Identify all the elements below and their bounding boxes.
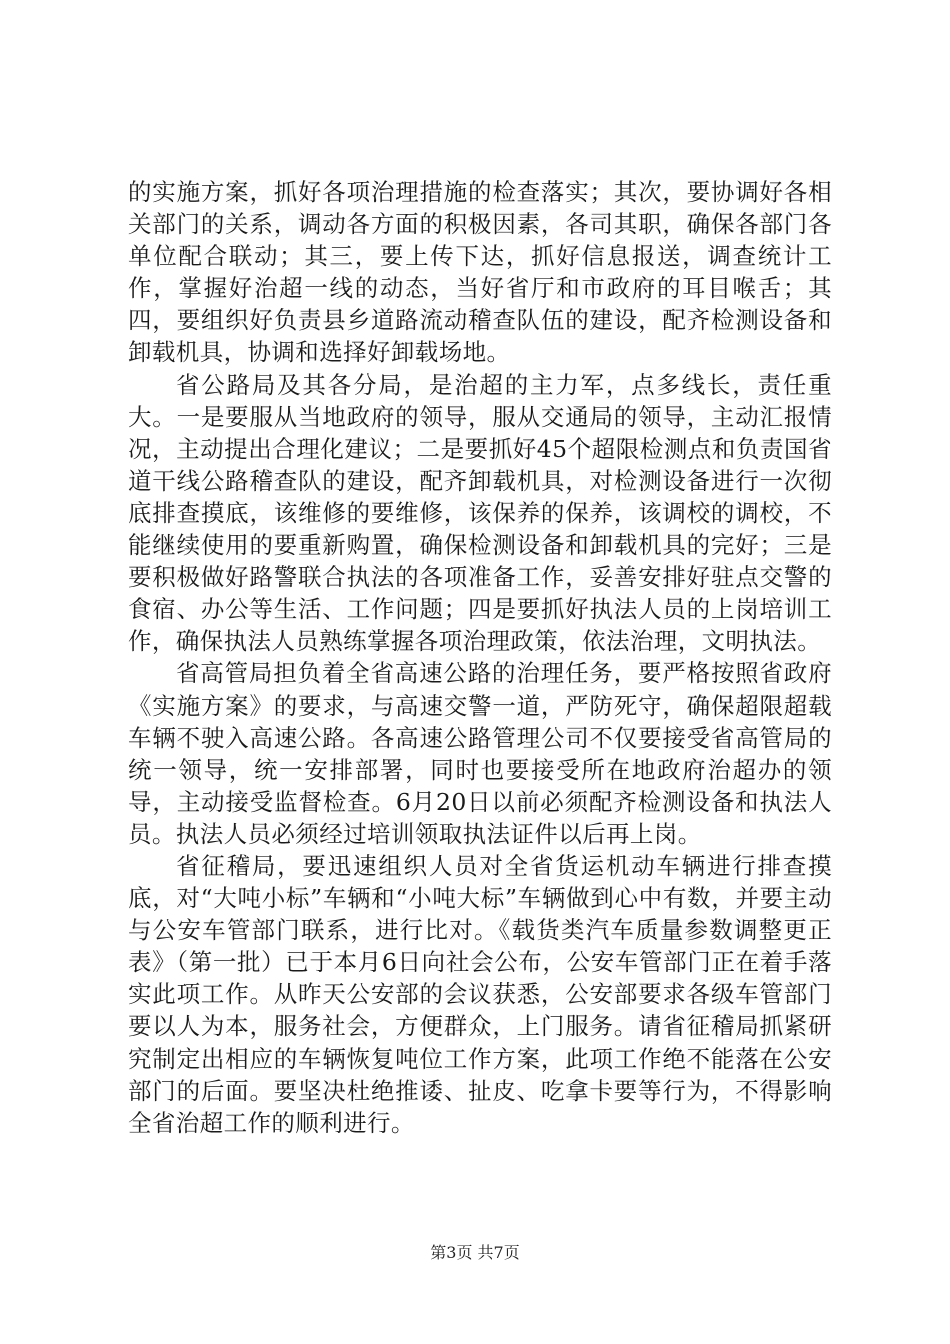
paragraph-expressway-bureau: 省高管局担负着全省高速公路的治理任务，要严格按照省政府《实施方案》的要求，与高速交警一道，严防死守，确保超限超载车辆不驶入高速公路。各高速公路管理公司不仅要接受省高管局的统一领导，统一安排部署，同时也要接受所在地政府治超办的领导，主动接受监督检查。6月20日以前必须配齐检测设备和执法人员。执法人员必须经过培训领取执法证件以后再上岗。	[128, 659, 832, 848]
paragraph-highway-bureau: 省公路局及其各分局，是治超的主力军，点多线长，责任重大。一是要服从当地政府的领导，服从交通局的领导，主动汇报情况，主动提出合理化建议；二是要抓好45个超限检测点和负责国省道干线公路稽查队的建设，配齐卸载机具，对检测设备进行一次彻底排查摸底，该维修的要维修，该保养的保养，该调校的调校，不能继续使用的要重新购置，确保检测设备和卸载机具的完好；三是要积极做好路警联合执法的各项准备工作，妥善安排好驻点交警的食宿、办公等生活、工作问题；四是要抓好执法人员的上岗培训工作，确保执法人员熟练掌握各项治理政策，依法治理，文明执法。	[128, 370, 832, 656]
document-body	[128, 176, 832, 1139]
paragraph-levy-bureau: 省征稽局，要迅速组织人员对全省货运机动车辆进行排查摸底，对“大吨小标”车辆和“小吨大标”车辆做到心中有数，并要主动与公安车管部门联系，进行比对。《载货类汽车质量参数调整更正表》（第一批）已于本月6日向社会公布，公安车管部门正在着手落实此项工作。从昨天公安部的会议获悉，公安部要求各级车管部门要以人为本，服务社会，方便群众，上门服务。请省征稽局抓紧研究制定出相应的车辆恢复吨位工作方案，此项工作绝不能落在公安部门的后面。要坚决杜绝推诿、扯皮、吃拿卡要等行为，不得影响全省治超工作的顺利进行。	[128, 851, 832, 1137]
page-total: 共7页	[477, 1243, 520, 1262]
paragraph-continued: 的实施方案，抓好各项治理措施的检查落实；其次，要协调好各相关部门的关系，调动各方面的积极因素，各司其职，确保各部门各单位配合联动；其三，要上传下达，抓好信息报送，调查统计工作，掌握好治超一线的动态，当好省厅和市政府的耳目喉舌；其四，要组织好负责县乡道路流动稽查队伍的建设，配齐检测设备和卸载机具，协调和选择好卸载场地。	[128, 178, 832, 367]
page-number: 第3页	[430, 1243, 473, 1262]
page-footer	[0, 1243, 950, 1263]
